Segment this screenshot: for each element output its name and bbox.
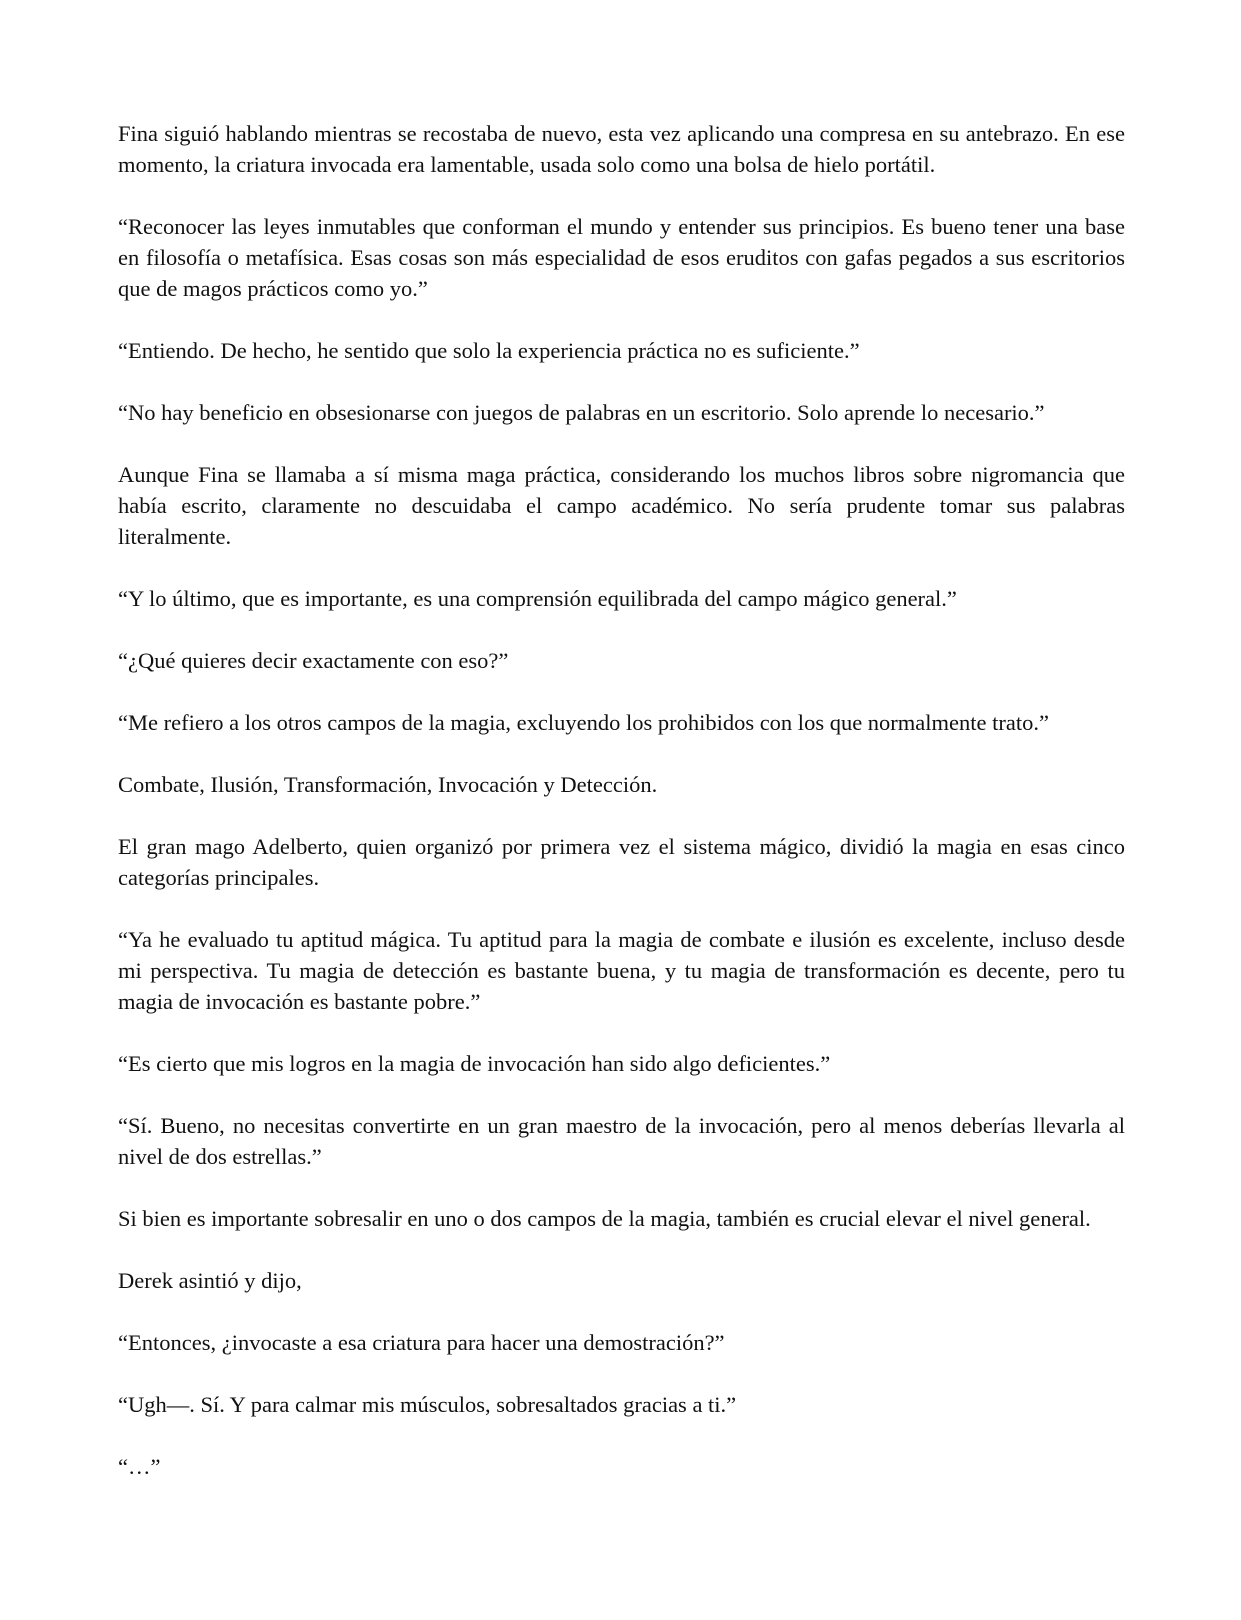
document-body (118, 118, 1125, 1482)
paragraph: “Ugh—. Sí. Y para calmar mis músculos, sobresaltados gracias a ti.” (118, 1392, 737, 1417)
paragraph: Si bien es importante sobresalir en uno o dos campos de la magia, también es crucial elevar el nivel general. (118, 1206, 1091, 1231)
paragraph: “Ya he evaluado tu aptitud mágica. Tu aptitud para la magia de combate e ilusión es excelente, incluso desde mi perspectiva. Tu magia de detección es bastante buena, y tu magia de transformación es decente, pero tu magia de invocación es bastante pobre.” (118, 927, 1125, 1014)
paragraph: “Es cierto que mis logros en la magia de invocación han sido algo deficientes.” (118, 1051, 831, 1076)
paragraph: “Me refiero a los otros campos de la magia, excluyendo los prohibidos con los que normalmente trato.” (118, 710, 1049, 735)
paragraph: “…” (118, 1454, 161, 1479)
paragraph: El gran mago Adelberto, quien organizó por primera vez el sistema mágico, dividió la magia en esas cinco categorías principales. (118, 834, 1125, 890)
paragraph: “No hay beneficio en obsesionarse con juegos de palabras en un escritorio. Solo aprende lo necesario.” (118, 400, 1045, 425)
paragraph: Combate, Ilusión, Transformación, Invocación y Detección. (118, 772, 658, 797)
paragraph: Fina siguió hablando mientras se recostaba de nuevo, esta vez aplicando una compresa en su antebrazo. En ese momento, la criatura invocada era lamentable, usada solo como una bolsa de hielo portátil. (118, 121, 1125, 177)
paragraph: Derek asintió y dijo, (118, 1268, 302, 1293)
paragraph: “Reconocer las leyes inmutables que conforman el mundo y entender sus principios. Es bueno tener una base en filosofía o metafísica. Esas cosas son más especialidad de esos eruditos con gafas pegados a sus escritorios que de magos prácticos como yo.” (118, 214, 1125, 301)
paragraph: “Entonces, ¿invocaste a esa criatura para hacer una demostración?” (118, 1330, 725, 1355)
paragraph: “Y lo último, que es importante, es una comprensión equilibrada del campo mágico general.” (118, 586, 957, 611)
paragraph: Aunque Fina se llamaba a sí misma maga práctica, considerando los muchos libros sobre nigromancia que había escrito, claramente no descuidaba el campo académico. No sería prudente tomar sus palabras literalmente. (118, 462, 1125, 549)
paragraph: “Sí. Bueno, no necesitas convertirte en un gran maestro de la invocación, pero al menos deberías llevarla al nivel de dos estrellas.” (118, 1113, 1125, 1169)
paragraph: “¿Qué quieres decir exactamente con eso?” (118, 648, 509, 673)
paragraph: “Entiendo. De hecho, he sentido que solo la experiencia práctica no es suficiente.” (118, 338, 860, 363)
